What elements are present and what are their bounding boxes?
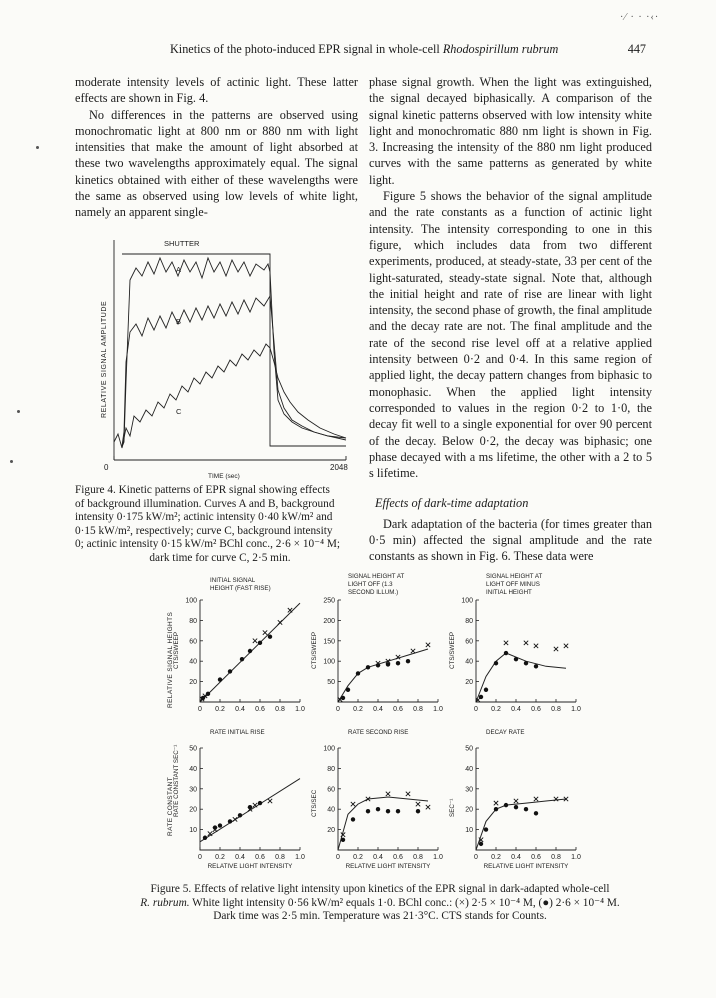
fig5-y-tick-label: 100: [185, 597, 197, 605]
fig5-dot-point: [366, 665, 370, 669]
fig5-x-tick-label: 0.6: [393, 854, 403, 861]
running-title-text: Kinetics of the photo-induced EPR signal in whole-cell: [170, 42, 443, 56]
fig5-x-point: [554, 797, 558, 801]
fig5-dot-point: [268, 635, 272, 639]
fig4-curve-label-b: B: [176, 317, 182, 326]
fig5-y-label: CTS/SWEEP: [311, 631, 318, 669]
fig5-dot-point: [341, 696, 345, 700]
fig5-y-tick-label: 100: [323, 658, 335, 666]
fig5-y-tick-label: 50: [189, 745, 197, 753]
fig5-x-tick-label: 0: [198, 854, 202, 861]
fig4-y-label: RELATIVE SIGNAL AMPLITUDE: [101, 300, 108, 418]
fig5-y-tick-label: 150: [323, 638, 335, 646]
fig5-dot-point: [396, 809, 400, 813]
fig5-x-tick-label: 0.2: [215, 706, 225, 713]
fig5-x-tick-label: 0.4: [373, 854, 383, 861]
fig5-bottom-row-y-label: RATE CONSTANT: [167, 776, 174, 836]
fig4-caption-line: dark time for curve C, 2·5 min.: [149, 551, 291, 564]
fig4-caption-line: 0·15 kW/m², respectively; curve C, background intensity: [75, 524, 333, 537]
section-heading: Effects of dark-time adaptation: [375, 496, 529, 511]
fig5-x-point: [278, 620, 282, 624]
fig5-panel-title: INITIAL HEIGHT: [486, 589, 532, 596]
fig4-caption-line: Figure 4. Kinetic patterns of EPR signal showing effects: [75, 484, 330, 496]
fig5-x-tick-label: 1.0: [295, 854, 305, 861]
fig5-dot-point: [228, 669, 232, 673]
fig5-panel-title: RATE SECOND RISE: [348, 729, 409, 736]
fig5-x-tick-label: 0.4: [235, 854, 245, 861]
fig5-x-point: [564, 644, 568, 648]
fig5-dot-point: [218, 677, 222, 681]
fig5-x-point: [426, 643, 430, 647]
figure-4-caption: [75, 484, 365, 566]
fig5-dot-point: [356, 671, 360, 675]
fig5-x-point: [406, 792, 410, 796]
fig5-dot-point: [366, 809, 370, 813]
running-title: [170, 42, 558, 57]
fig5-dot-point: [524, 661, 528, 665]
fig5-y-tick-label: 40: [465, 658, 473, 666]
fig5-dot-point: [258, 801, 262, 805]
fig5-x-tick-label: 0.2: [353, 854, 363, 861]
fig5-y-tick-label: 20: [327, 827, 335, 835]
fig5-x-tick-label: 0.6: [531, 854, 541, 861]
fig5-dot-point: [396, 661, 400, 665]
fig5-y-tick-label: 20: [189, 679, 197, 687]
fig5-panel-title: INITIAL SIGNAL: [210, 577, 256, 584]
fig5-y-tick-label: 80: [465, 617, 473, 625]
fig5-y-tick-label: 20: [189, 806, 197, 814]
fig5-x-tick-label: 0: [474, 706, 478, 713]
corner-mark: ·⁄ · · ·‹·: [620, 12, 660, 23]
fig5-dot-point: [416, 809, 420, 813]
fig5-dot-point: [248, 805, 252, 809]
fig5-y-tick-label: 200: [323, 617, 335, 625]
fig5-x-tick-label: 1.0: [571, 854, 581, 861]
fig5-dot-point: [479, 842, 483, 846]
fig5-x-point: [554, 647, 558, 651]
fig5-dot-point: [201, 696, 205, 700]
fig5-panel-title: SECOND ILLUM.): [348, 589, 399, 596]
fig5-panel-2: [311, 573, 443, 713]
fig4-curve-c: [114, 344, 346, 448]
fig5-dot-point: [351, 817, 355, 821]
fig5-x-tick-label: 0.8: [413, 854, 423, 861]
fig5-x-label: RELATIVE LIGHT INTENSITY: [345, 863, 431, 870]
fig5-panel-title: SIGNAL HEIGHT AT: [486, 573, 543, 580]
fig5-y-tick-label: 10: [465, 827, 473, 835]
fig4-shutter-label: SHUTTER: [164, 239, 200, 248]
fig5-dot-point: [376, 807, 380, 811]
fig5-dot-point: [346, 688, 350, 692]
fig5-x-label: RELATIVE LIGHT INTENSITY: [483, 863, 569, 870]
fig5-dot-point: [386, 809, 390, 813]
fig4-caption-line: of background illumination. Curves A and B, background: [75, 497, 335, 510]
fig4-x-end: 2048: [330, 463, 348, 472]
fig5-y-label: SEC⁻¹: [449, 798, 456, 817]
fig5-y-tick-label: 10: [189, 827, 197, 835]
fig5-x-point: [534, 797, 538, 801]
fig5-y-tick-label: 30: [465, 786, 473, 794]
fig5-caption-species: R. rubrum.: [140, 896, 190, 909]
fig5-y-tick-label: 80: [327, 765, 335, 773]
fig5-dot-point: [240, 657, 244, 661]
fig5-panel-5: [311, 729, 443, 870]
fig5-y-tick-label: 60: [465, 638, 473, 646]
right-paragraph-3: Dark adaptation of the bacteria (for times greater than 0·5 min) affected the signal amplitude and the rate constants as shown in Fig. 6. These data were: [369, 516, 652, 564]
fig5-x-tick-label: 1.0: [433, 706, 443, 713]
fig5-dot-point: [514, 805, 518, 809]
fig5-fit-line: [476, 653, 566, 702]
fig5-y-tick-label: 40: [189, 658, 197, 666]
fig5-x-tick-label: 1.0: [295, 706, 305, 713]
fig5-panel-title: RATE INITIAL RISE: [210, 729, 265, 736]
running-title-species: Rhodospirillum rubrum: [442, 42, 559, 56]
fig5-x-tick-label: 1.0: [571, 706, 581, 713]
fig5-y-tick-label: 80: [189, 617, 197, 625]
fig5-x-tick-label: 0.2: [491, 706, 501, 713]
fig5-dot-point: [203, 836, 207, 840]
fig5-x-point: [524, 641, 528, 645]
fig5-x-tick-label: 0.8: [413, 706, 423, 713]
figure-5-caption: [120, 883, 640, 924]
fig5-x-point: [494, 801, 498, 805]
fig5-y-tick-label: 40: [189, 765, 197, 773]
fig5-dot-point: [213, 825, 217, 829]
fig5-x-tick-label: 0.4: [511, 706, 521, 713]
margin-speck: [10, 460, 13, 463]
fig4-shutter-trace: [122, 254, 346, 446]
fig5-dot-point: [534, 664, 538, 668]
fig5-panel-title: DECAY RATE: [486, 729, 525, 736]
fig5-dot-point: [484, 827, 488, 831]
fig5-dot-point: [406, 659, 410, 663]
fig5-dot-point: [386, 662, 390, 666]
fig5-y-tick-label: 100: [323, 745, 335, 753]
fig5-caption-line3: Dark time was 2·5 min. Temperature was 21·3°C. CTS stands for Counts.: [213, 910, 547, 923]
fig5-panel-title: LIGHT OFF (1.3: [348, 581, 393, 588]
fig5-x-point: [263, 630, 267, 634]
fig5-x-tick-label: 0.6: [255, 706, 265, 713]
fig5-x-point: [534, 644, 538, 648]
fig4-x-start: 0: [104, 463, 109, 472]
fig4-caption-line: 0; actinic intensity 0·15 kW/m² BChl conc., 2·6 × 10⁻⁴ M;: [75, 538, 341, 551]
fig5-y-label: CTS/SEC: [311, 789, 318, 817]
fig5-y-tick-label: 20: [465, 679, 473, 687]
fig5-x-tick-label: 0: [336, 854, 340, 861]
margin-speck: [36, 146, 39, 149]
fig5-dot-point: [494, 661, 498, 665]
fig5-fit-line: [200, 779, 300, 842]
fig5-x-point: [253, 639, 257, 643]
fig5-dot-point: [206, 692, 210, 696]
fig5-dot-point: [258, 641, 262, 645]
fig5-y-tick-label: 30: [189, 786, 197, 794]
fig4-caption-line: intensity 0·175 kW/m²; actinic intensity 0·40 kW/m² and: [75, 511, 333, 524]
fig5-y-tick-label: 20: [465, 806, 473, 814]
fig5-fit-line: [476, 799, 566, 850]
fig5-y-tick-label: 60: [327, 786, 335, 794]
fig5-y-tick-label: 40: [465, 765, 473, 773]
fig5-x-point: [288, 608, 292, 612]
fig5-x-point: [426, 805, 430, 809]
fig5-x-tick-label: 0: [198, 706, 202, 713]
page-number: 447: [627, 42, 646, 56]
fig5-dot-point: [228, 819, 232, 823]
fig5-axes: [476, 600, 576, 702]
fig5-x-tick-label: 0: [474, 854, 478, 861]
fig4-curve-b: [122, 296, 346, 446]
fig5-x-tick-label: 0.8: [275, 706, 285, 713]
fig5-x-tick-label: 0.6: [393, 706, 403, 713]
fig5-dot-point: [524, 807, 528, 811]
fig5-panel-title: SIGNAL HEIGHT AT: [348, 573, 405, 580]
fig5-panel-3: [449, 573, 581, 713]
fig5-x-point: [386, 792, 390, 796]
fig5-y-tick-label: 40: [327, 806, 335, 814]
fig5-axes: [338, 748, 438, 850]
fig5-dot-point: [484, 688, 488, 692]
fig4-curve-label-c: C: [176, 407, 182, 416]
fig5-x-point: [411, 649, 415, 653]
fig5-y-label: CTS/SWEEP: [173, 631, 180, 669]
fig5-y-label: RATE CONSTANT SEC⁻¹: [173, 744, 180, 817]
fig5-dot-point: [504, 651, 508, 655]
fig5-panel-6: [449, 729, 581, 870]
fig5-x-point: [351, 802, 355, 806]
fig5-axes: [200, 748, 300, 850]
fig5-x-point: [233, 817, 237, 821]
fig5-panel-title: LIGHT OFF MINUS: [486, 581, 540, 588]
fig5-dot-point: [341, 838, 345, 842]
fig5-dot-point: [238, 813, 242, 817]
fig5-x-point: [514, 799, 518, 803]
fig5-x-tick-label: 0.8: [275, 854, 285, 861]
fig5-caption-line2: White light intensity 0·56 kW/m² equals 1·0. BChl conc.: (×) 2·5 × 10⁻⁴ M, (●) 2·6 × 10⁻⁴ M.: [189, 896, 620, 909]
fig5-y-tick-label: 50: [465, 745, 473, 753]
fig5-y-tick-label: 100: [461, 597, 473, 605]
fig5-dot-point: [514, 657, 518, 661]
fig5-y-label: CTS/SWEEP: [449, 631, 456, 669]
fig5-x-point: [268, 799, 272, 803]
right-column: [369, 74, 652, 565]
fig5-dot-point: [494, 807, 498, 811]
left-column: [75, 74, 358, 221]
fig5-dot-point: [248, 649, 252, 653]
fig5-x-tick-label: 0.8: [551, 706, 561, 713]
fig5-y-tick-label: 50: [327, 679, 335, 687]
margin-speck: [17, 410, 20, 413]
fig5-panel-title: HEIGHT (FAST RISE): [210, 585, 271, 592]
figure-5: [150, 573, 590, 874]
left-paragraph-1: moderate intensity levels of actinic light. These latter effects are shown in Fig. 4.: [75, 75, 358, 106]
fig5-fit-line: [338, 797, 428, 850]
fig5-x-label: RELATIVE LIGHT INTENSITY: [207, 863, 293, 870]
fig5-panel-1: [173, 577, 305, 713]
fig5-y-tick-label: 60: [189, 638, 197, 646]
fig5-top-row-y-label: RELATIVE SIGNAL HEIGHTS: [167, 611, 174, 708]
fig5-dot-point: [376, 663, 380, 667]
figure-4: [78, 232, 358, 484]
left-paragraph-2: No differences in the patterns are observed using monochromatic light at 800 nm or 880 nm with light intensities that make the amount of light absorbed at these two wavelengths approximately equal. The signal kinetics obtained with either of these wavelengths were the same as observed using low levels of white light, namely an apparent single-: [75, 107, 358, 220]
fig4-curve-label-a: A: [176, 265, 182, 274]
fig5-x-tick-label: 0.6: [531, 706, 541, 713]
running-header: [60, 42, 656, 60]
fig5-x-tick-label: 0.8: [551, 854, 561, 861]
fig5-x-tick-label: 1.0: [433, 854, 443, 861]
fig5-panel-4: [173, 729, 305, 870]
fig4-x-label: TIME (sec): [208, 473, 240, 480]
fig5-dot-point: [479, 695, 483, 699]
fig5-dot-point: [534, 811, 538, 815]
fig5-x-tick-label: 0: [336, 706, 340, 713]
fig5-dot-point: [504, 803, 508, 807]
fig4-curve-a: [122, 258, 346, 447]
fig5-x-tick-label: 0.2: [491, 854, 501, 861]
fig5-x-tick-label: 0.4: [235, 706, 245, 713]
fig5-x-tick-label: 0.2: [353, 706, 363, 713]
fig5-dot-point: [218, 823, 222, 827]
right-paragraph-2: Figure 5 shows the behavior of the signal amplitude and the rate constants as a function of actinic light intensity. The intensity corresponding to one in this figure, which includes data from two different experiments, produced, at steady-state, 33 per cent of the light-saturated, steady-state signal. Note that, although the initial height and rate of rise are linear with light intensity, the second phase of growth, the final amplitude and the decay rate are not. The final amplitude and the rate of the second rise level off at a relative applied intensity between 0·2 and 0·4. In this same region of applied light, the decay pattern changes from biphasic to monophasic. When the applied light intensity corresponded to values in the region 0·2 to 1·0, the decay fit well to a single exponential for over 90 percent of the decay. Below 0·2, the decay was biphasic; one phase decayed with a ms lifetime, the other with a 2 to 5 s lifetime.: [369, 189, 652, 481]
fig5-x-point: [416, 802, 420, 806]
fig5-x-point: [504, 641, 508, 645]
fig5-x-tick-label: 0.2: [215, 854, 225, 861]
right-paragraph-1: phase signal growth. When the light was extinguished, the signal decayed biphasically. A comparison of the signal kinetic patterns observed with low intensity white light and monochromatic 880 nm light is shown in Fig. 3. Increasing the intensity of the 880 nm light produced curves with the same patterns as generated by white light.: [369, 75, 652, 187]
fig5-x-tick-label: 0.4: [373, 706, 383, 713]
fig5-x-tick-label: 0.6: [255, 854, 265, 861]
fig5-fit-line: [338, 649, 428, 702]
fig5-x-tick-label: 0.4: [511, 854, 521, 861]
fig5-caption-line1: Figure 5. Effects of relative light intensity upon kinetics of the EPR signal in dark-adapted whole-cell: [150, 883, 610, 895]
fig5-y-tick-label: 250: [323, 597, 335, 605]
